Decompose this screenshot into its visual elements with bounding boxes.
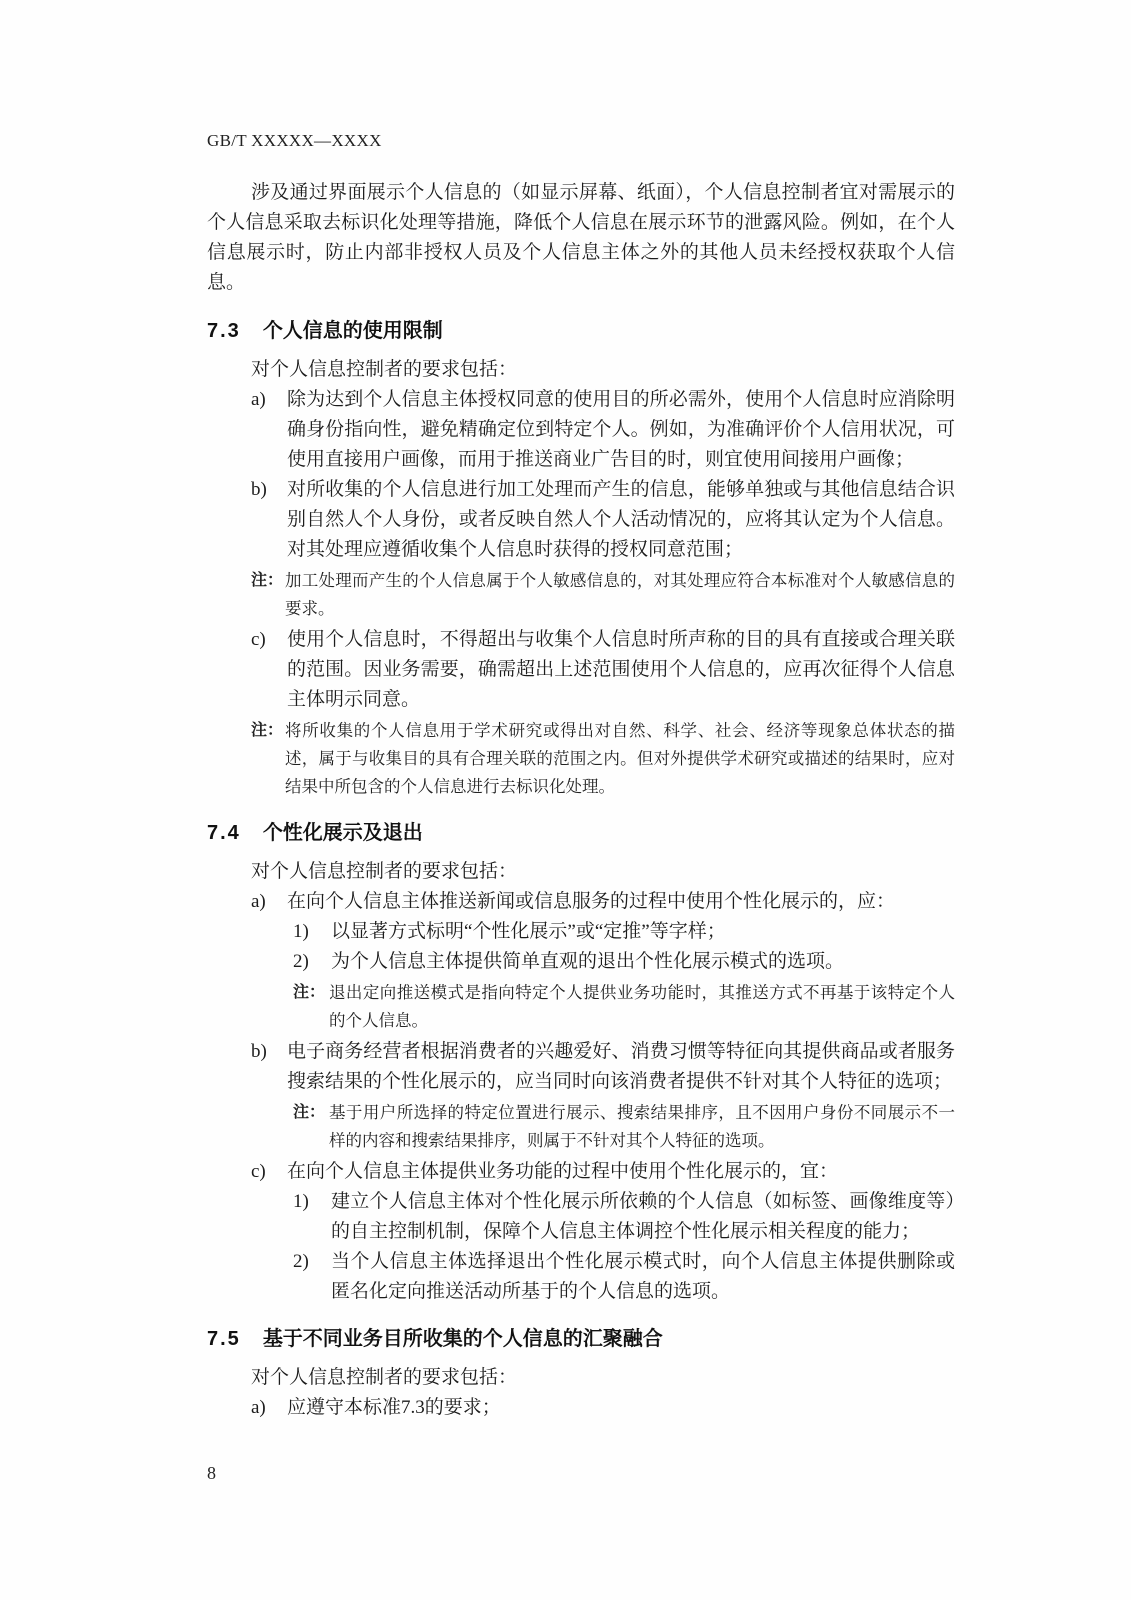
sub-item-marker: 1): [293, 1191, 309, 1212]
section-number: 7.5: [207, 1328, 241, 1350]
list-item: [207, 1157, 955, 1187]
list-item: [207, 475, 955, 565]
list-item-text: 使用个人信息时，不得超出与收集个人信息时所声称的目的具有直接或合理关联的范围。因业务需要，确需超出上述范围使用个人信息的，应再次征得个人信息主体明示同意。: [287, 629, 955, 710]
sub-item-text: 当个人信息主体选择退出个性化展示模式时，向个人信息主体提供删除或匿名化定向推送活动所基于的个人信息的选项。: [331, 1251, 955, 1302]
section-7-5-heading: [207, 1325, 955, 1353]
list-item-text: 除为达到个人信息主体授权同意的使用目的所必需外，使用个人信息时应消除明确身份指向性，避免精确定位到特定个人。例如，为准确评价个人信用状况，可使用直接用户画像，而用于推送商业广告目的时，则宜使用间接用户画像；: [287, 389, 955, 470]
section-7-4-heading: [207, 819, 955, 847]
section-title: 个人信息的使用限制: [262, 320, 443, 342]
sub-item-text: 为个人信息主体提供简单直观的退出个性化展示模式的选项。: [331, 951, 845, 972]
list-item-text: 在向个人信息主体推送新闻或信息服务的过程中使用个性化展示的，应：: [287, 891, 896, 912]
list-item-marker: a): [251, 891, 266, 912]
list-item-text: 应遵守本标准7.3的要求；: [287, 1397, 501, 1418]
sub-item-text: 以显著方式标明“个性化展示”或“定推”等字样；: [331, 921, 726, 942]
doc-code-header: GB/T XXXXX—XXXX: [207, 131, 382, 150]
note-marker: 注：: [293, 984, 326, 1001]
list-item-text: 对所收集的个人信息进行加工处理而产生的信息，能够单独或与其他信息结合识别自然人个人身份，或者反映自然人个人活动情况的，应将其认定为个人信息。对其处理应遵循收集个人信息时获得的授权同意范围；: [287, 479, 955, 560]
note: [207, 567, 955, 623]
section-number: 7.3: [207, 320, 241, 342]
intro-paragraph: 涉及通过界面展示个人信息的（如显示屏幕、纸面），个人信息控制者宜对需展示的个人信息采取去标识化处理等措施，降低个人信息在展示环节的泄露风险。例如，在个人信息展示时，防止内部非授权人员及个人信息主体之外的其他人员未经授权获取个人信息。: [207, 182, 955, 293]
section-number: 7.4: [207, 822, 241, 844]
list-item: [207, 1037, 955, 1097]
sub-list-item: [207, 917, 955, 947]
list-item-text: 在向个人信息主体提供业务功能的过程中使用个性化展示的，宜：: [287, 1161, 839, 1182]
list-item: [207, 385, 955, 475]
section-lead: 对个人信息控制者的要求包括：: [251, 1367, 518, 1388]
note-marker: 注：: [251, 572, 284, 589]
list-item-marker: b): [251, 479, 267, 500]
note: [207, 979, 955, 1035]
sub-list-item: [207, 1187, 955, 1247]
section-title: 基于不同业务目所收集的个人信息的汇聚融合: [262, 1328, 663, 1350]
list-item: [207, 887, 955, 917]
sub-item-marker: 2): [293, 1251, 309, 1272]
list-item: [207, 625, 955, 715]
sub-item-text: 建立个人信息主体对个性化展示所依赖的个人信息（如标签、画像维度等）的自主控制机制，保障个人信息主体调控个性化展示相关程度的能力；: [331, 1191, 955, 1242]
note-marker: 注：: [293, 1104, 326, 1121]
sub-list-item: [207, 947, 955, 977]
sub-item-marker: 2): [293, 951, 309, 972]
list-item: [207, 1393, 955, 1423]
page-content: [207, 130, 955, 1423]
section-title: 个性化展示及退出: [262, 822, 423, 844]
page-number: 8: [207, 1463, 216, 1483]
note-text: 退出定向推送模式是指向特定个人提供业务功能时，其推送方式不再基于该特定个人的个人信息。: [329, 983, 955, 1030]
list-item-text: 电子商务经营者根据消费者的兴趣爱好、消费习惯等特征向其提供商品或者服务搜索结果的个性化展示的，应当同时向该消费者提供不针对其个人特征的选项；: [287, 1041, 955, 1092]
list-item-marker: c): [251, 1161, 266, 1182]
note-text: 将所收集的个人信息用于学术研究或得出对自然、科学、社会、经济等现象总体状态的描述，属于与收集目的具有合理关联的范围之内。但对外提供学术研究或描述的结果时，应对结果中所包含的个人信息进行去标识化处理。: [285, 721, 955, 796]
sub-list-item: [207, 1247, 955, 1307]
note-text: 基于用户所选择的特定位置进行展示、搜索结果排序，且不因用户身份不同展示不一样的内容和搜索结果排序，则属于不针对其个人特征的选项。: [329, 1103, 955, 1150]
note: [207, 717, 955, 801]
list-item-marker: a): [251, 389, 266, 410]
note-marker: 注：: [251, 722, 284, 739]
list-item-marker: b): [251, 1041, 267, 1062]
list-item-marker: c): [251, 629, 266, 650]
section-7-3-heading: [207, 317, 955, 345]
list-item-marker: a): [251, 1397, 266, 1418]
note: [207, 1099, 955, 1155]
section-lead: 对个人信息控制者的要求包括：: [251, 359, 518, 380]
section-lead: 对个人信息控制者的要求包括：: [251, 861, 518, 882]
note-text: 加工处理而产生的个人信息属于个人敏感信息的，对其处理应符合本标准对个人敏感信息的要求。: [285, 571, 955, 618]
sub-item-marker: 1): [293, 921, 309, 942]
